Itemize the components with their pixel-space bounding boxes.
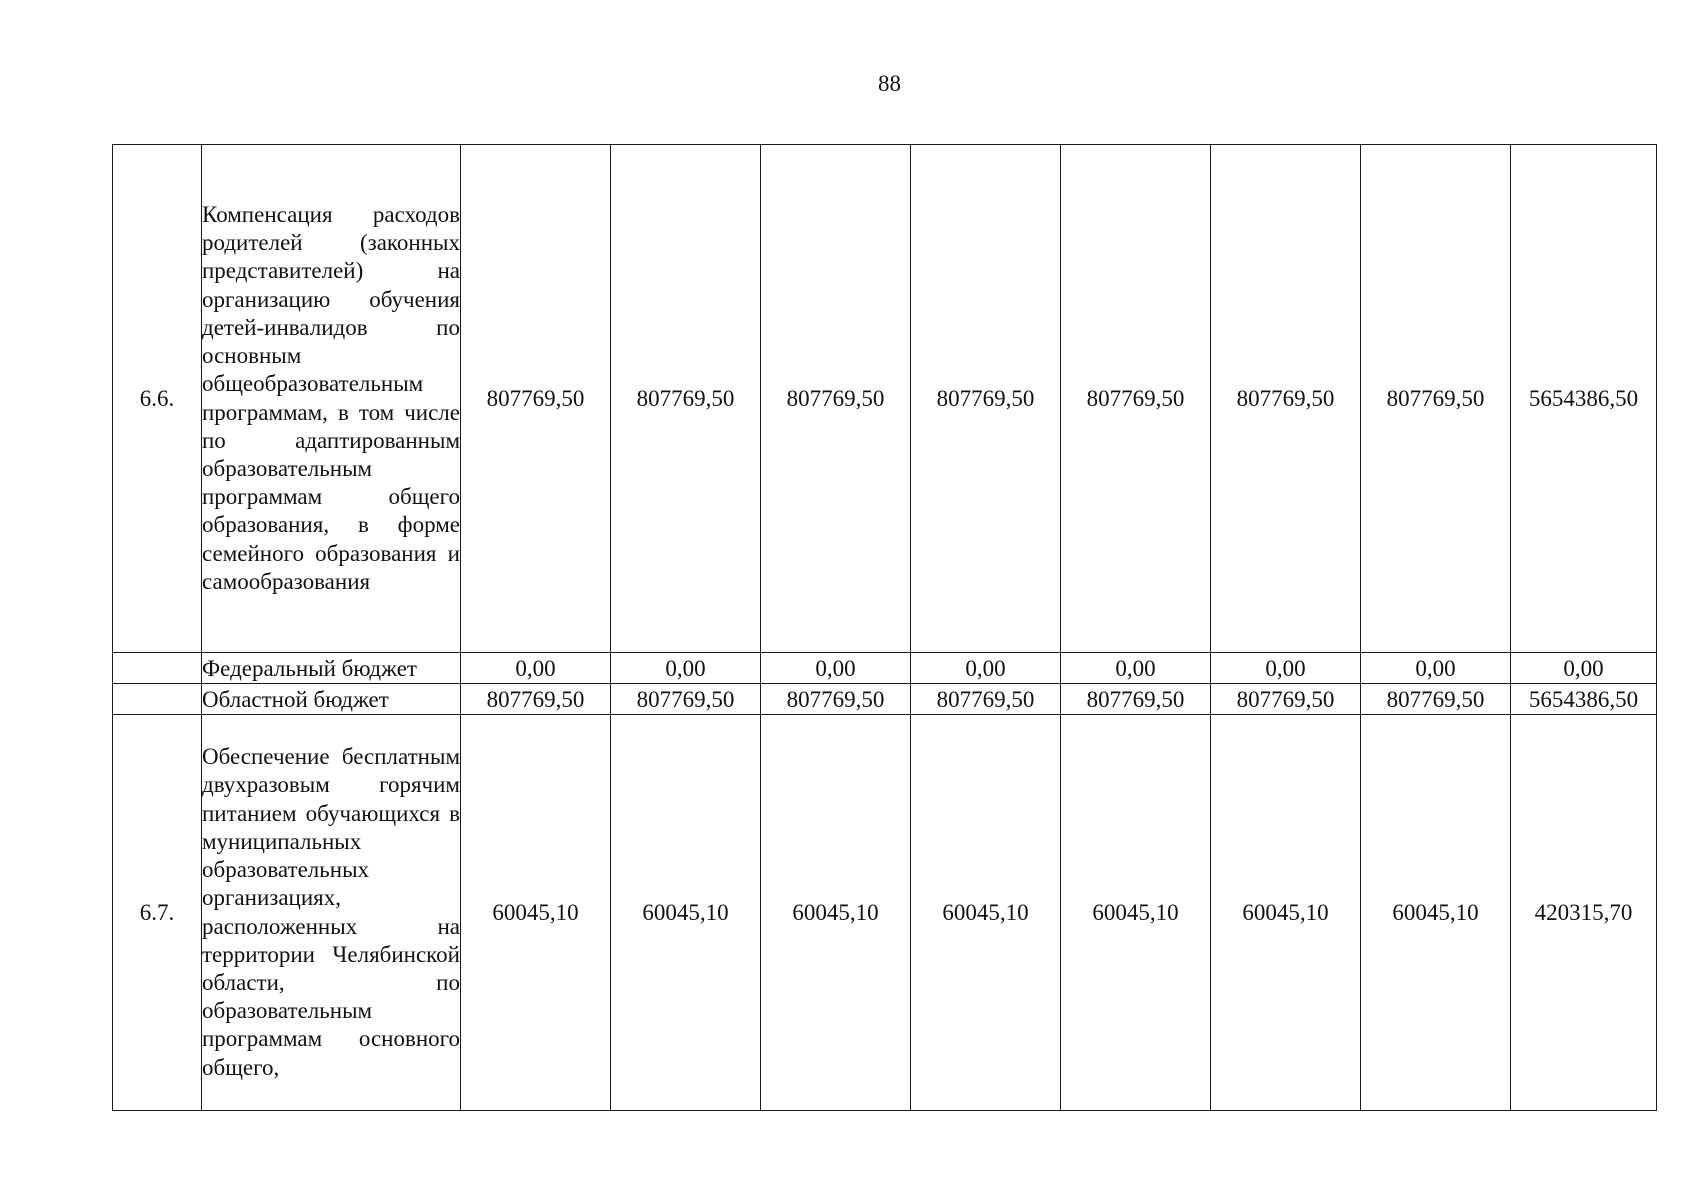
total-cell: 420315,70: [1511, 715, 1657, 1111]
row-number: [113, 653, 202, 684]
row-description: Обеспечение бесплатным двухразовым горячим питанием обучающихся в муниципальных образовательных организациях, расположенных на территории Челябинской области, по образовательным программам основного общего,: [202, 715, 461, 1111]
table-row: [113, 715, 1657, 1111]
value-cell: 60045,10: [1211, 715, 1361, 1111]
total-cell: 5654386,50: [1511, 684, 1657, 715]
row-number: 6.7.: [113, 715, 202, 1111]
value-cell: 0,00: [1061, 653, 1211, 684]
value-cell: 807769,50: [1061, 145, 1211, 653]
value-cell: 60045,10: [1361, 715, 1511, 1111]
value-cell: 807769,50: [911, 684, 1061, 715]
value-cell: 0,00: [611, 653, 761, 684]
value-cell: 807769,50: [1361, 145, 1511, 653]
value-cell: 0,00: [461, 653, 611, 684]
value-cell: 807769,50: [461, 145, 611, 653]
value-cell: 0,00: [911, 653, 1061, 684]
table-row: [113, 653, 1657, 684]
value-cell: 60045,10: [761, 715, 911, 1111]
value-cell: 60045,10: [911, 715, 1061, 1111]
value-cell: 60045,10: [611, 715, 761, 1111]
value-cell: 807769,50: [1361, 684, 1511, 715]
value-cell: 807769,50: [1061, 684, 1211, 715]
page-number: 88: [878, 71, 901, 96]
value-cell: 807769,50: [1211, 145, 1361, 653]
row-description: Областной бюджет: [202, 684, 461, 715]
value-cell: 807769,50: [611, 684, 761, 715]
value-cell: 0,00: [761, 653, 911, 684]
table-row: [113, 145, 1657, 653]
value-cell: 60045,10: [461, 715, 611, 1111]
table-row: [113, 684, 1657, 715]
value-cell: 807769,50: [461, 684, 611, 715]
value-cell: 60045,10: [1061, 715, 1211, 1111]
value-cell: 0,00: [1211, 653, 1361, 684]
row-description: Федеральный бюджет: [202, 653, 461, 684]
row-number: 6.6.: [113, 145, 202, 653]
value-cell: 807769,50: [1211, 684, 1361, 715]
value-cell: 807769,50: [911, 145, 1061, 653]
value-cell: 0,00: [1361, 653, 1511, 684]
row-description: Компенсация расходов родителей (законных представителей) на организацию обучения детей-инвалидов по основным общеобразовательным программам, в том числе по адаптированным образовательным программам общего образования, в форме семейного образования и самообразования: [202, 145, 461, 653]
value-cell: 807769,50: [761, 145, 911, 653]
total-cell: 5654386,50: [1511, 145, 1657, 653]
value-cell: 807769,50: [761, 684, 911, 715]
budget-table: [112, 144, 1657, 1111]
total-cell: 0,00: [1511, 653, 1657, 684]
value-cell: 807769,50: [611, 145, 761, 653]
row-number: [113, 684, 202, 715]
